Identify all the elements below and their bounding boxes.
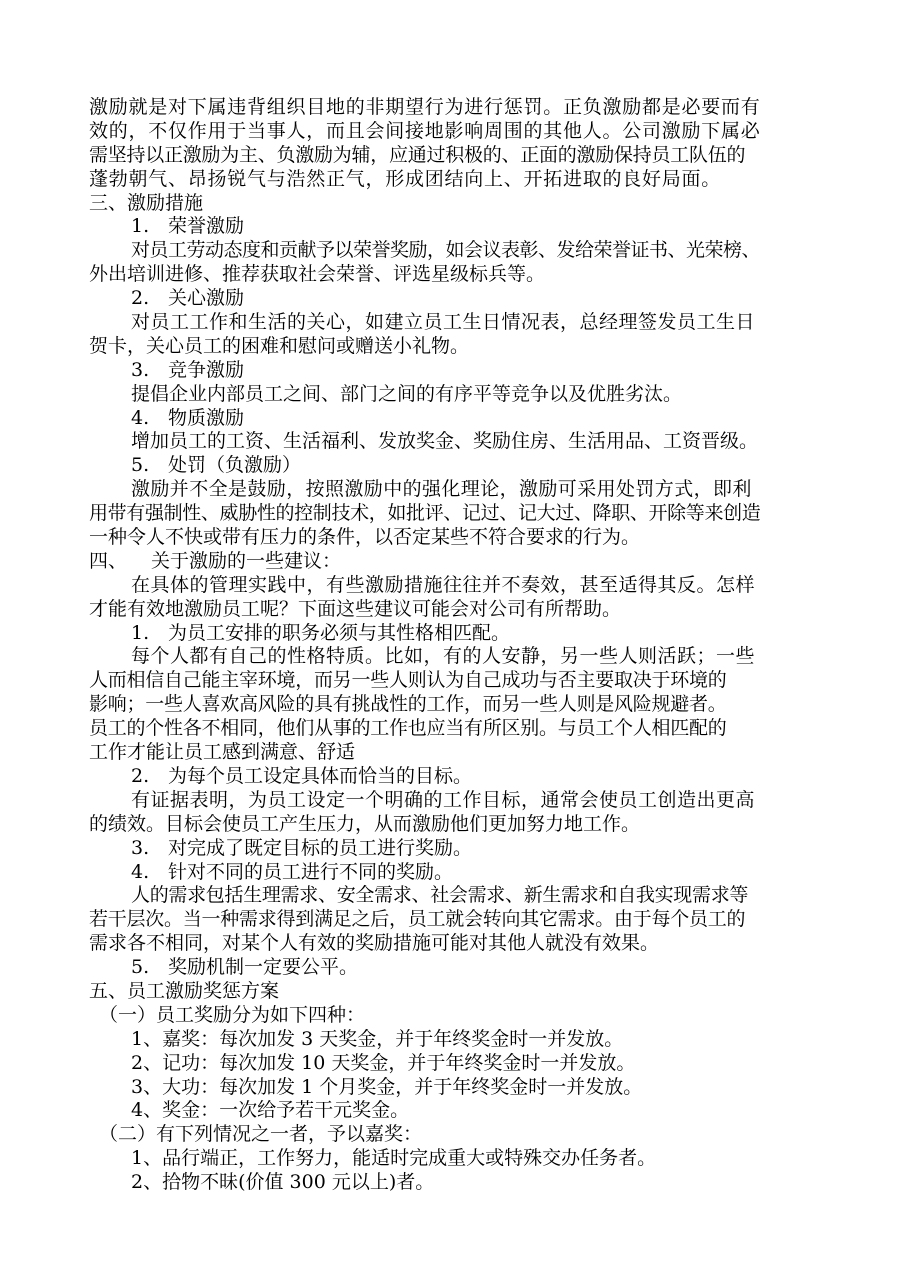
list-item: 3、大功：每次加发 1 个月奖金，并于年终奖金时一并发放。 <box>131 1075 643 1098</box>
paragraph-line: 外出培训进修、推荐获取社会荣誉、评选星级标兵等。 <box>89 263 546 286</box>
paragraph-line: 在具体的管理实践中，有些激励措施往往并不奏效，甚至适得其反。怎样 <box>131 573 756 596</box>
numbered-heading <box>89 215 829 239</box>
paragraph-line: 激励就是对下属违背组织目地的非期望行为进行惩罚。正负激励都是必要而有 <box>89 96 761 118</box>
item-number: 4. <box>131 860 150 883</box>
list-item: 1、嘉奖：每次加发 3 天奖金，并于年终奖金时一并发放。 <box>131 1027 624 1050</box>
numbered-heading <box>89 622 829 646</box>
paragraph-line: 一种令人不快或带有压力的条件，以否定某些不符合要求的行为。 <box>89 526 641 549</box>
numbered-heading <box>89 407 829 431</box>
paragraph-line: 工作才能让员工感到满意、舒适 <box>89 741 356 764</box>
item-number: 1. <box>131 621 150 644</box>
section-heading: 五、员工激励奖惩方案 <box>89 979 280 1002</box>
paragraph-line: 增加员工的工资、生活福利、发放奖金、奖励住房、生活用品、工资晋级。 <box>131 430 759 453</box>
numbered-heading <box>89 287 829 311</box>
paragraph-line: 每个人都有自己的性格特质。比如，有的人安静，另一些人则活跃；一些 <box>131 645 756 668</box>
item-number: 5. <box>131 454 150 477</box>
numbered-heading <box>89 861 829 885</box>
subsection-heading: （一）员工奖励分为如下四种： <box>99 1003 366 1026</box>
paragraph-line: 贺卡，关心员工的困难和慰问或赠送小礼物。 <box>89 334 470 357</box>
item-title: 针对不同的员工进行不同的奖励。 <box>168 860 454 883</box>
item-number: 3. <box>131 836 150 859</box>
numbered-heading <box>89 956 829 980</box>
list-item: 2、拾物不昧(价值 300 元以上)者。 <box>131 1171 435 1194</box>
paragraph-line: 需求各不相同，对某个人有效的奖励措施可能对其他人就没有效果。 <box>89 932 660 955</box>
item-number: 1. <box>131 215 150 238</box>
item-title: 为每个员工设定具体而恰当的目标。 <box>168 764 473 787</box>
list-item: 4、奖金：一次给予若干元奖金。 <box>131 1099 410 1122</box>
paragraph-line: 若干层次。当一种需求得到满足之后，员工就会转向其它需求。由于每个员工的 <box>89 908 746 931</box>
paragraph-line: 蓬勃朝气、昂扬锐气与浩然正气，形成团结向上、开拓进取的良好局面。 <box>89 167 722 190</box>
paragraph-line: 才能有效地激励员工呢？下面这些建议可能会对公司有所帮助。 <box>89 597 622 620</box>
subsection-heading: （二）有下列情况之一者，予以嘉奖： <box>99 1123 423 1146</box>
paragraph-line: 效的，不仅作用于当事人，而且会间接地影响周围的其他人。公司激励下属必 <box>89 119 761 142</box>
paragraph-line: 对员工劳动态度和贡献予以荣誉奖励，如会议表彰、发给荣誉证书、光荣榜、 <box>131 239 761 262</box>
paragraph-line: 需坚持以正激励为主、负激励为辅，应通过积极的、正面的激励保持员工队伍的 <box>89 143 746 166</box>
item-number: 2. <box>131 764 150 787</box>
paragraph-line: 提倡企业内部员工之间、部门之间的有序平等竞争以及优胜劣汰。 <box>131 382 683 405</box>
section-title: 关于激励的一些建议： <box>151 549 342 572</box>
numbered-heading <box>89 359 829 383</box>
item-number: 2. <box>131 287 150 310</box>
item-title: 竞争激励 <box>168 358 245 381</box>
numbered-heading <box>89 765 829 789</box>
item-title: 为员工安排的职务必须与其性格相匹配。 <box>168 621 511 644</box>
paragraph-line: 员工的个性各不相同，他们从事的工作也应当有所区别。与员工个人相匹配的 <box>89 717 727 740</box>
section-number: 四、 <box>89 549 128 572</box>
item-title: 荣誉激励 <box>168 215 245 238</box>
item-title: 物质激励 <box>168 406 245 429</box>
item-number: 3. <box>131 358 150 381</box>
section-heading: 三、激励措施 <box>89 191 204 214</box>
paragraph-line: 对员工工作和生活的关心，如建立员工生日情况表，总经理签发员工生日 <box>131 311 756 334</box>
paragraph-line: 人而相信自己能主宰环境，而另一些人则认为自己成功与否主要取决于环境的 <box>89 669 727 692</box>
item-title: 关心激励 <box>168 287 245 310</box>
paragraph-line: 人的需求包括生理需求、安全需求、社会需求、新生需求和自我实现需求等 <box>131 884 749 907</box>
numbered-heading <box>89 454 829 478</box>
item-number: 4. <box>131 406 150 429</box>
item-number: 5. <box>131 956 150 979</box>
numbered-heading <box>89 837 829 861</box>
paragraph-line: 的绩效。目标会使员工产生压力，从而激励他们更加努力地工作。 <box>89 812 641 835</box>
paragraph-line: 激励并不全是鼓励，按照激励中的强化理论，激励可采用处罚方式，即利 <box>131 478 752 501</box>
item-title: 对完成了既定目标的员工进行奖励。 <box>168 836 473 859</box>
paragraph-line: 有证据表明，为员工设定一个明确的工作目标，通常会使员工创造出更高 <box>131 788 756 811</box>
paragraph-line: 用带有强制性、威胁性的控制技术，如批评、记过、记大过、降职、开除等来创造 <box>89 502 761 525</box>
document-body <box>89 96 829 1195</box>
list-item: 2、记功：每次加发 10 天奖金，并于年终奖金时一并发放。 <box>131 1051 636 1074</box>
paragraph-line: 影响；一些人喜欢高风险的具有挑战性的工作，而另一些人则是风险规避者。 <box>89 693 727 716</box>
item-title: 奖励机制一定要公平。 <box>168 956 359 979</box>
section-heading <box>89 550 829 574</box>
list-item: 1、品行端正，工作努力，能适时完成重大或特殊交办任务者。 <box>131 1147 657 1170</box>
item-title: 处罚（负激励） <box>168 454 302 477</box>
